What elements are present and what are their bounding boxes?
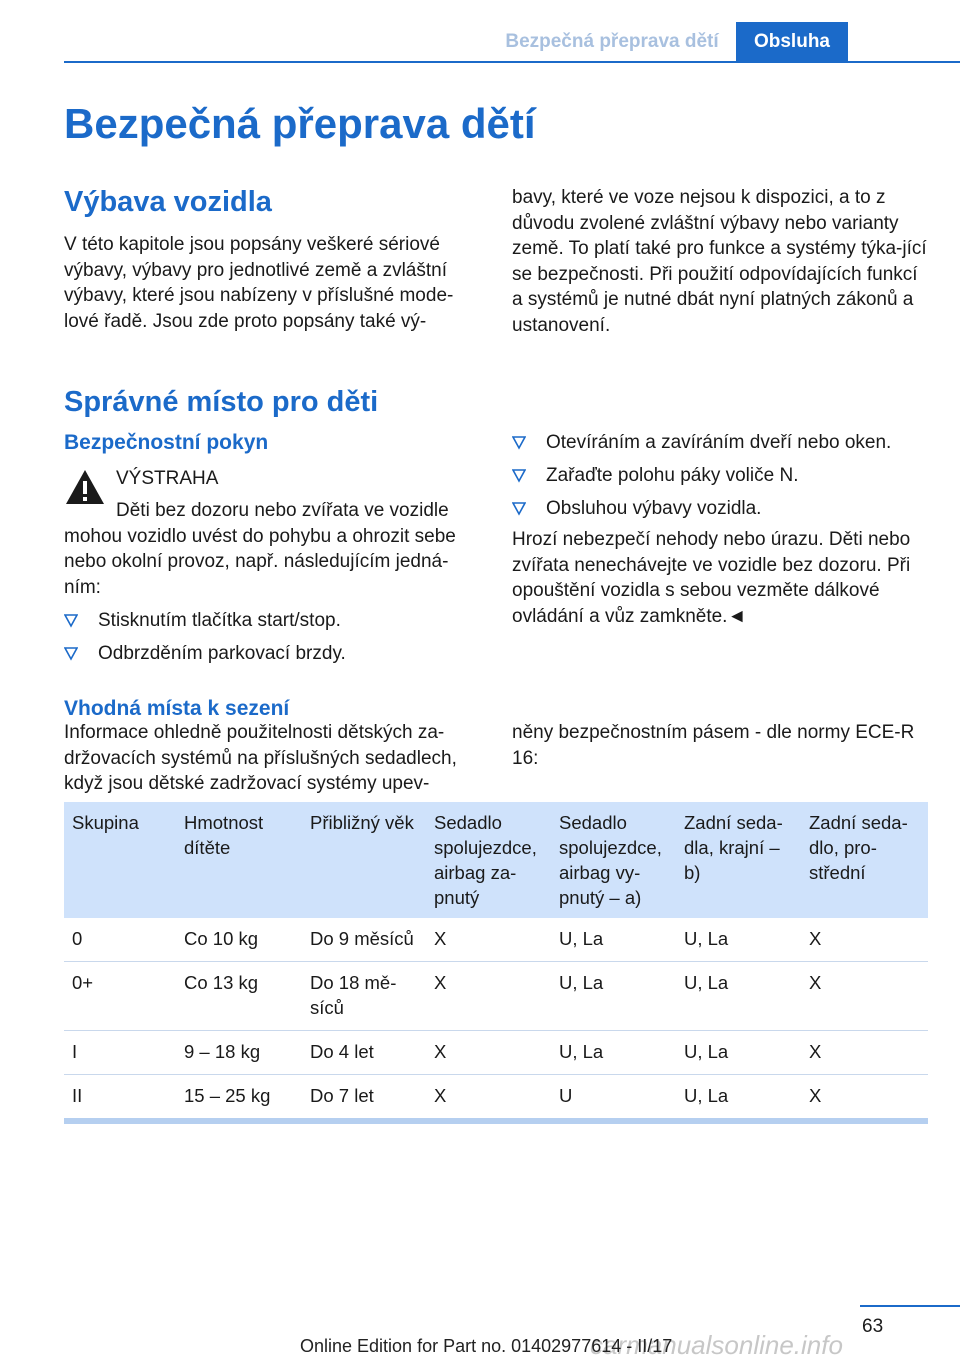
table-header-row	[64, 802, 928, 918]
list-item-text: Zařaďte polohu páky voliče N.	[546, 465, 799, 486]
list-item	[512, 430, 932, 455]
table-row	[64, 962, 928, 1031]
table-cell: U	[551, 1075, 676, 1122]
list-item	[64, 641, 476, 666]
table-header-cell: Hmotnost dítěte	[176, 802, 302, 918]
table-cell: Co 13 kg	[176, 962, 302, 1031]
table-header-cell: Skupina	[64, 802, 176, 918]
table-header-cell: Zadní seda-dlo, pro-střední	[801, 802, 928, 918]
table-cell: U, La	[676, 1031, 801, 1075]
triangle-bullet-icon	[64, 647, 78, 661]
table-cell: 0+	[64, 962, 176, 1031]
table-cell: Do 18 mě-síců	[302, 962, 426, 1031]
list-item-text: Stisknutím tlačítka start/stop.	[98, 610, 341, 631]
triangle-bullet-icon	[512, 502, 526, 516]
table-cell: X	[801, 918, 928, 962]
table-header-cell: Přibližný věk	[302, 802, 426, 918]
table-cell: I	[64, 1031, 176, 1075]
table-cell: U, La	[551, 1031, 676, 1075]
conclusion-text: Hrozí nebezpečí nehody nebo úrazu. Děti nebo zvířata nenechávejte ve vozidle bez dozoru. Při opouštění vozidla s sebou vezměte dálkové ovládání a vůz zamkněte.◄	[512, 529, 911, 627]
watermark: carmanualsonline.info	[590, 1330, 843, 1360]
page-number-rule	[860, 1305, 960, 1307]
table-header-cell: Sedadlo spolujezdce, airbag vy-pnutý – a)	[551, 802, 676, 918]
list-item	[64, 608, 476, 633]
header-rule	[64, 61, 960, 63]
seat-suitability-table	[64, 802, 928, 1124]
list-item-text: Obsluhou výbavy vozidla.	[546, 498, 762, 519]
table-cell: Do 9 měsíců	[302, 918, 426, 962]
table-cell: X	[426, 962, 551, 1031]
table-cell: U, La	[551, 918, 676, 962]
table-cell: 0	[64, 918, 176, 962]
heading-misto: Správné místo pro děti	[64, 386, 379, 418]
list-item-text: Otevíráním a zavíráním dveří nebo oken.	[546, 432, 892, 453]
heading-vybava: Výbava vozidla	[64, 186, 272, 218]
warning-text: Děti bez dozoru nebo zvířata ve vozidle mohou vozidlo uvést do pohybu a ohrozit sebe nebo okolní provoz, např. následujícím jedná-ním:	[64, 500, 456, 598]
table-cell: II	[64, 1075, 176, 1122]
triangle-bullet-icon	[64, 614, 78, 628]
table-row	[64, 1031, 928, 1075]
table-cell: X	[426, 1031, 551, 1075]
table-row	[64, 918, 928, 962]
vhodna-text-col1: Informace ohledně použitelnosti dětských za-držovacích systémů na příslušných sedadlech, když jsou dětské zadržovací systémy upev-	[64, 722, 457, 795]
bullet-list-left	[64, 608, 476, 674]
list-item-text: Odbrzděním parkovací brzdy.	[98, 643, 346, 664]
table-row	[64, 1075, 928, 1122]
bullet-list-right	[512, 430, 932, 529]
heading-vhodna: Vhodná místa k sezení	[64, 697, 290, 720]
table-cell: 15 – 25 kg	[176, 1075, 302, 1122]
warning-label: VÝSTRAHA	[116, 468, 219, 489]
table-cell: X	[426, 1075, 551, 1122]
vybava-text-col2: bavy, které ve voze nejsou k dispozici, a to z důvodu zvolené zvláštní výbavy nebo varianty země. To platí také pro funkce a systémy týka-jící se bezpečnosti. Při použití odpovídajících funkcí a systémů je nutné dbát nyní platných zákonů a ustanovení.	[512, 187, 927, 336]
header-section-tab: Bezpečná přeprava dětí	[505, 31, 719, 52]
edition-note: Online Edition for Part no. 01402977614 - II/17	[300, 1336, 673, 1356]
list-item	[512, 496, 932, 521]
table-cell: X	[801, 1031, 928, 1075]
vybava-text-col1: V této kapitole jsou popsány veškeré sériové výbavy, výbavy pro jednotlivé země a zvláštní výbavy, které jsou nabízeny v příslušné mode-lové řadě. Jsou zde proto popsány také vý-	[64, 234, 454, 332]
page-title: Bezpečná přeprava dětí	[64, 100, 536, 147]
table-cell: Do 7 let	[302, 1075, 426, 1122]
table-cell: 9 – 18 kg	[176, 1031, 302, 1075]
table-header-cell: Zadní seda-dla, krajní – b)	[676, 802, 801, 918]
list-item	[512, 463, 932, 488]
header-active-tab: Obsluha	[736, 22, 848, 62]
table-cell: Do 4 let	[302, 1031, 426, 1075]
table-cell: U, La	[676, 1075, 801, 1122]
table-cell: X	[426, 918, 551, 962]
triangle-bullet-icon	[512, 469, 526, 483]
table-cell: X	[801, 962, 928, 1031]
table-cell: U, La	[676, 962, 801, 1031]
vhodna-text-col2: něny bezpečnostním pásem - dle normy ECE-R 16:	[512, 722, 915, 769]
table-cell: U, La	[551, 962, 676, 1031]
table-header-cell: Sedadlo spolujezdce, airbag za-pnutý	[426, 802, 551, 918]
heading-safety: Bezpečnostní pokyn	[64, 431, 269, 454]
table-cell: U, La	[676, 918, 801, 962]
triangle-bullet-icon	[512, 436, 526, 450]
table-cell: Co 10 kg	[176, 918, 302, 962]
table-cell: X	[801, 1075, 928, 1122]
page-number: 63	[862, 1316, 884, 1337]
